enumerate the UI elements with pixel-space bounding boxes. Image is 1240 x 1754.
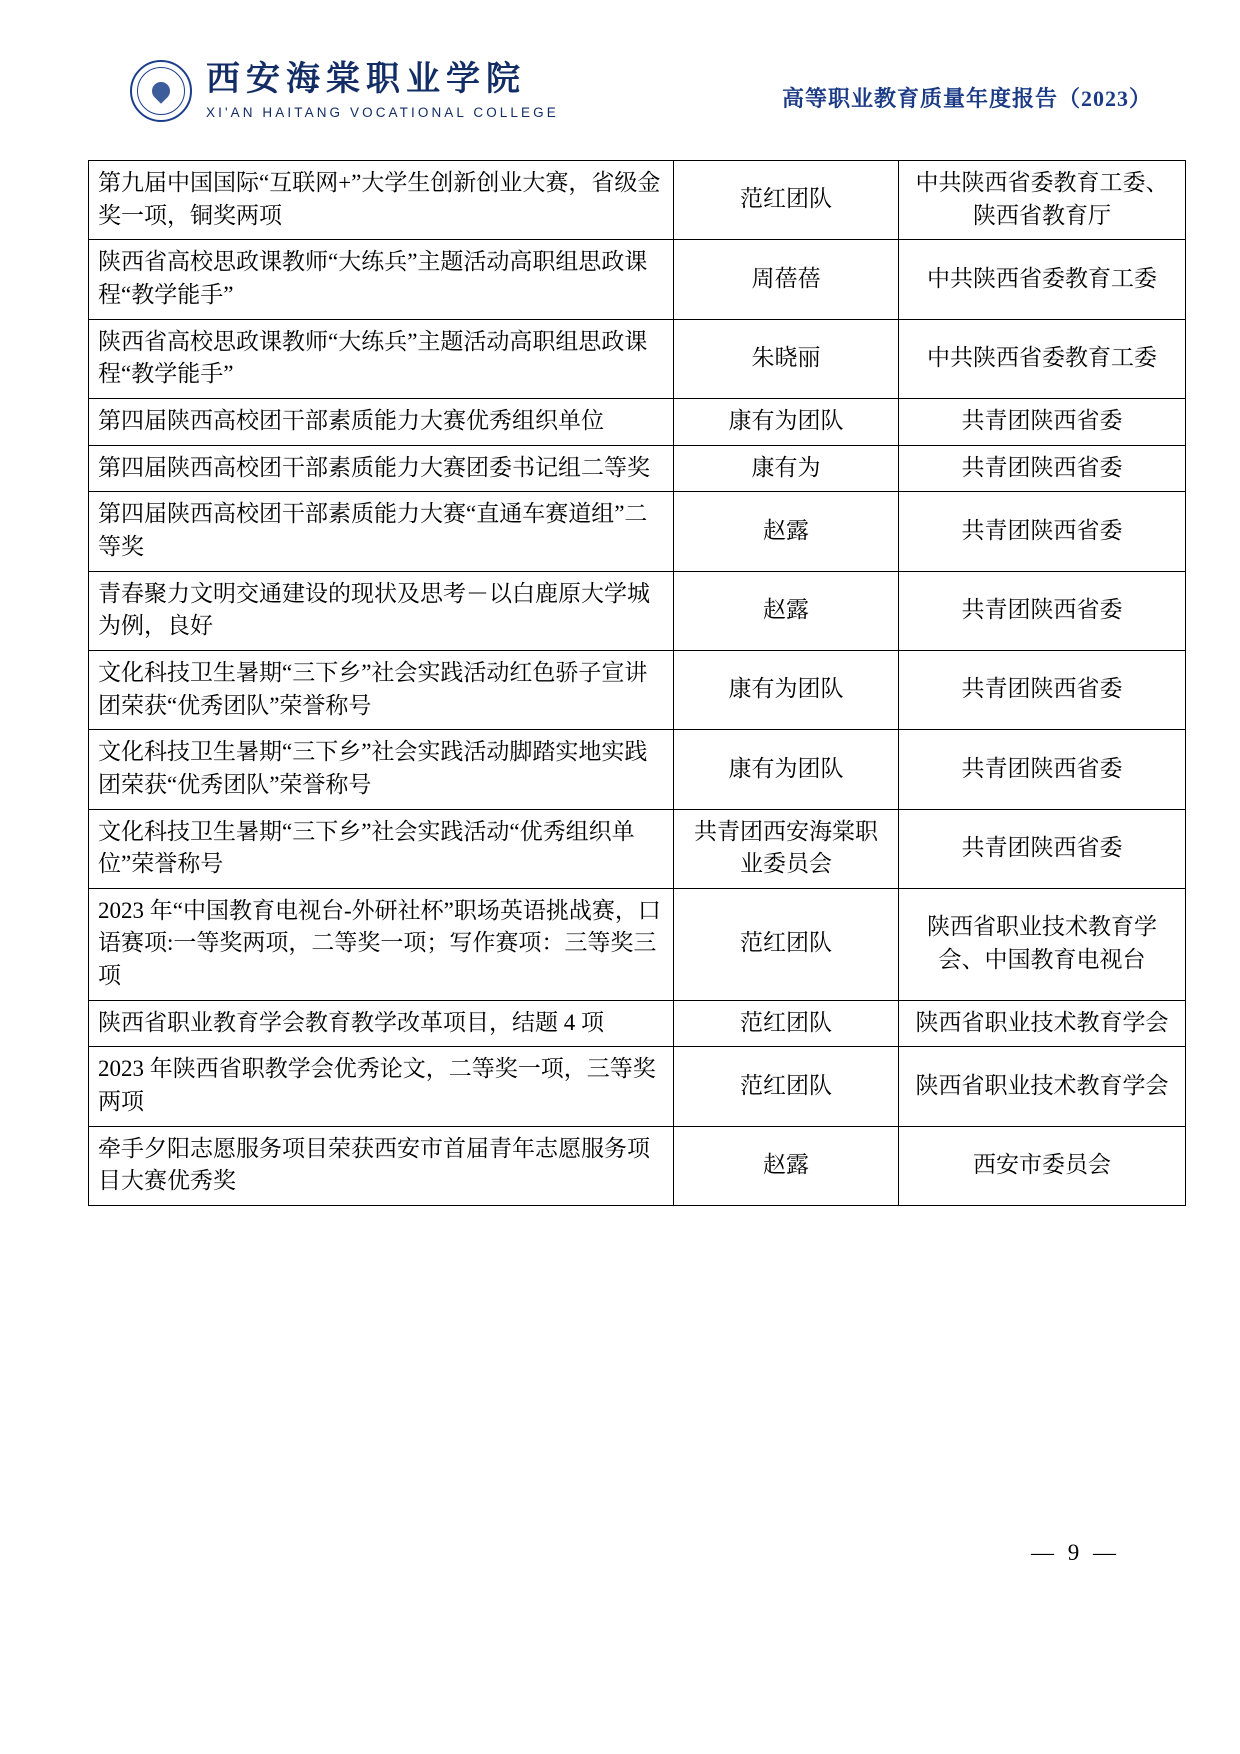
award-name-cell: 青春聚力文明交通建设的现状及思考－以白鹿原大学城为例，良好 [89,571,674,650]
award-org-cell: 共青团陕西省委 [899,571,1186,650]
award-org-cell: 中共陕西省委教育工委、陕西省教育厅 [899,161,1186,240]
award-person-cell: 康有为团队 [674,398,899,445]
table-row [89,1126,1186,1205]
award-person-cell: 范红团队 [674,161,899,240]
table-row [89,1047,1186,1126]
college-logo [130,60,559,122]
awards-table [88,160,1186,1206]
page-number: — 9 — [1031,1540,1120,1565]
award-name-cell: 文化科技卫生暑期“三下乡”社会实践活动脚踏实地实践团荣获“优秀团队”荣誉称号 [89,730,674,809]
award-org-cell: 共青团陕西省委 [899,809,1186,888]
table-row [89,809,1186,888]
award-name-cell: 2023 年“中国教育电视台-外研社杯”职场英语挑战赛，口语赛项:一等奖两项，二等奖一项；写作赛项：三等奖三项 [89,888,674,1000]
award-name-cell: 第四届陕西高校团干部素质能力大赛团委书记组二等奖 [89,445,674,492]
award-person-cell: 赵露 [674,571,899,650]
table-row [89,492,1186,571]
award-person-cell: 共青团西安海棠职业委员会 [674,809,899,888]
award-org-cell: 陕西省职业技术教育学会、中国教育电视台 [899,888,1186,1000]
table-row [89,240,1186,319]
award-name-cell: 文化科技卫生暑期“三下乡”社会实践活动“优秀组织单位”荣誉称号 [89,809,674,888]
award-org-cell: 共青团陕西省委 [899,650,1186,729]
award-name-cell: 陕西省高校思政课教师“大练兵”主题活动高职组思政课程“教学能手” [89,319,674,398]
table-row [89,888,1186,1000]
award-person-cell: 朱晓丽 [674,319,899,398]
award-person-cell: 范红团队 [674,1047,899,1126]
award-name-cell: 第四届陕西高校团干部素质能力大赛“直通车赛道组”二等奖 [89,492,674,571]
award-person-cell: 康有为团队 [674,730,899,809]
award-name-cell: 2023 年陕西省职教学会优秀论文，二等奖一项，三等奖两项 [89,1047,674,1126]
award-name-cell: 陕西省职业教育学会教育教学改革项目，结题 4 项 [89,1000,674,1047]
award-org-cell: 西安市委员会 [899,1126,1186,1205]
school-name-en: XI'AN HAITANG VOCATIONAL COLLEGE [206,104,559,120]
award-person-cell: 赵露 [674,492,899,571]
award-name-cell: 文化科技卫生暑期“三下乡”社会实践活动红色骄子宣讲团荣获“优秀团队”荣誉称号 [89,650,674,729]
award-name-cell: 第四届陕西高校团干部素质能力大赛优秀组织单位 [89,398,674,445]
school-name-block [206,60,559,120]
award-org-cell: 共青团陕西省委 [899,398,1186,445]
report-title: 高等职业教育质量年度报告（2023） [781,86,1152,111]
table-row [89,398,1186,445]
award-name-cell: 第九届中国国际“互联网+”大学生创新创业大赛，省级金奖一项，铜奖两项 [89,161,674,240]
award-person-cell: 范红团队 [674,1000,899,1047]
award-org-cell: 中共陕西省委教育工委 [899,240,1186,319]
award-org-cell: 共青团陕西省委 [899,492,1186,571]
award-person-cell: 赵露 [674,1126,899,1205]
table-row [89,161,1186,240]
awards-table-container [88,160,1169,1206]
table-row [89,445,1186,492]
award-person-cell: 康有为团队 [674,650,899,729]
page-header [90,60,1152,140]
school-name-cn: 西安海棠职业学院 [206,60,526,98]
table-row [89,319,1186,398]
table-row [89,1000,1186,1047]
award-org-cell: 共青团陕西省委 [899,730,1186,809]
award-name-cell: 牵手夕阳志愿服务项目荣获西安市首届青年志愿服务项目大赛优秀奖 [89,1126,674,1205]
table-row [89,730,1186,809]
award-name-cell: 陕西省高校思政课教师“大练兵”主题活动高职组思政课程“教学能手” [89,240,674,319]
award-person-cell: 周蓓蓓 [674,240,899,319]
award-org-cell: 共青团陕西省委 [899,445,1186,492]
award-person-cell: 范红团队 [674,888,899,1000]
college-seal-icon [130,60,192,122]
table-row [89,571,1186,650]
award-org-cell: 中共陕西省委教育工委 [899,319,1186,398]
awards-table-body [89,161,1186,1206]
award-org-cell: 陕西省职业技术教育学会 [899,1000,1186,1047]
award-person-cell: 康有为 [674,445,899,492]
table-row [89,650,1186,729]
award-org-cell: 陕西省职业技术教育学会 [899,1047,1186,1126]
